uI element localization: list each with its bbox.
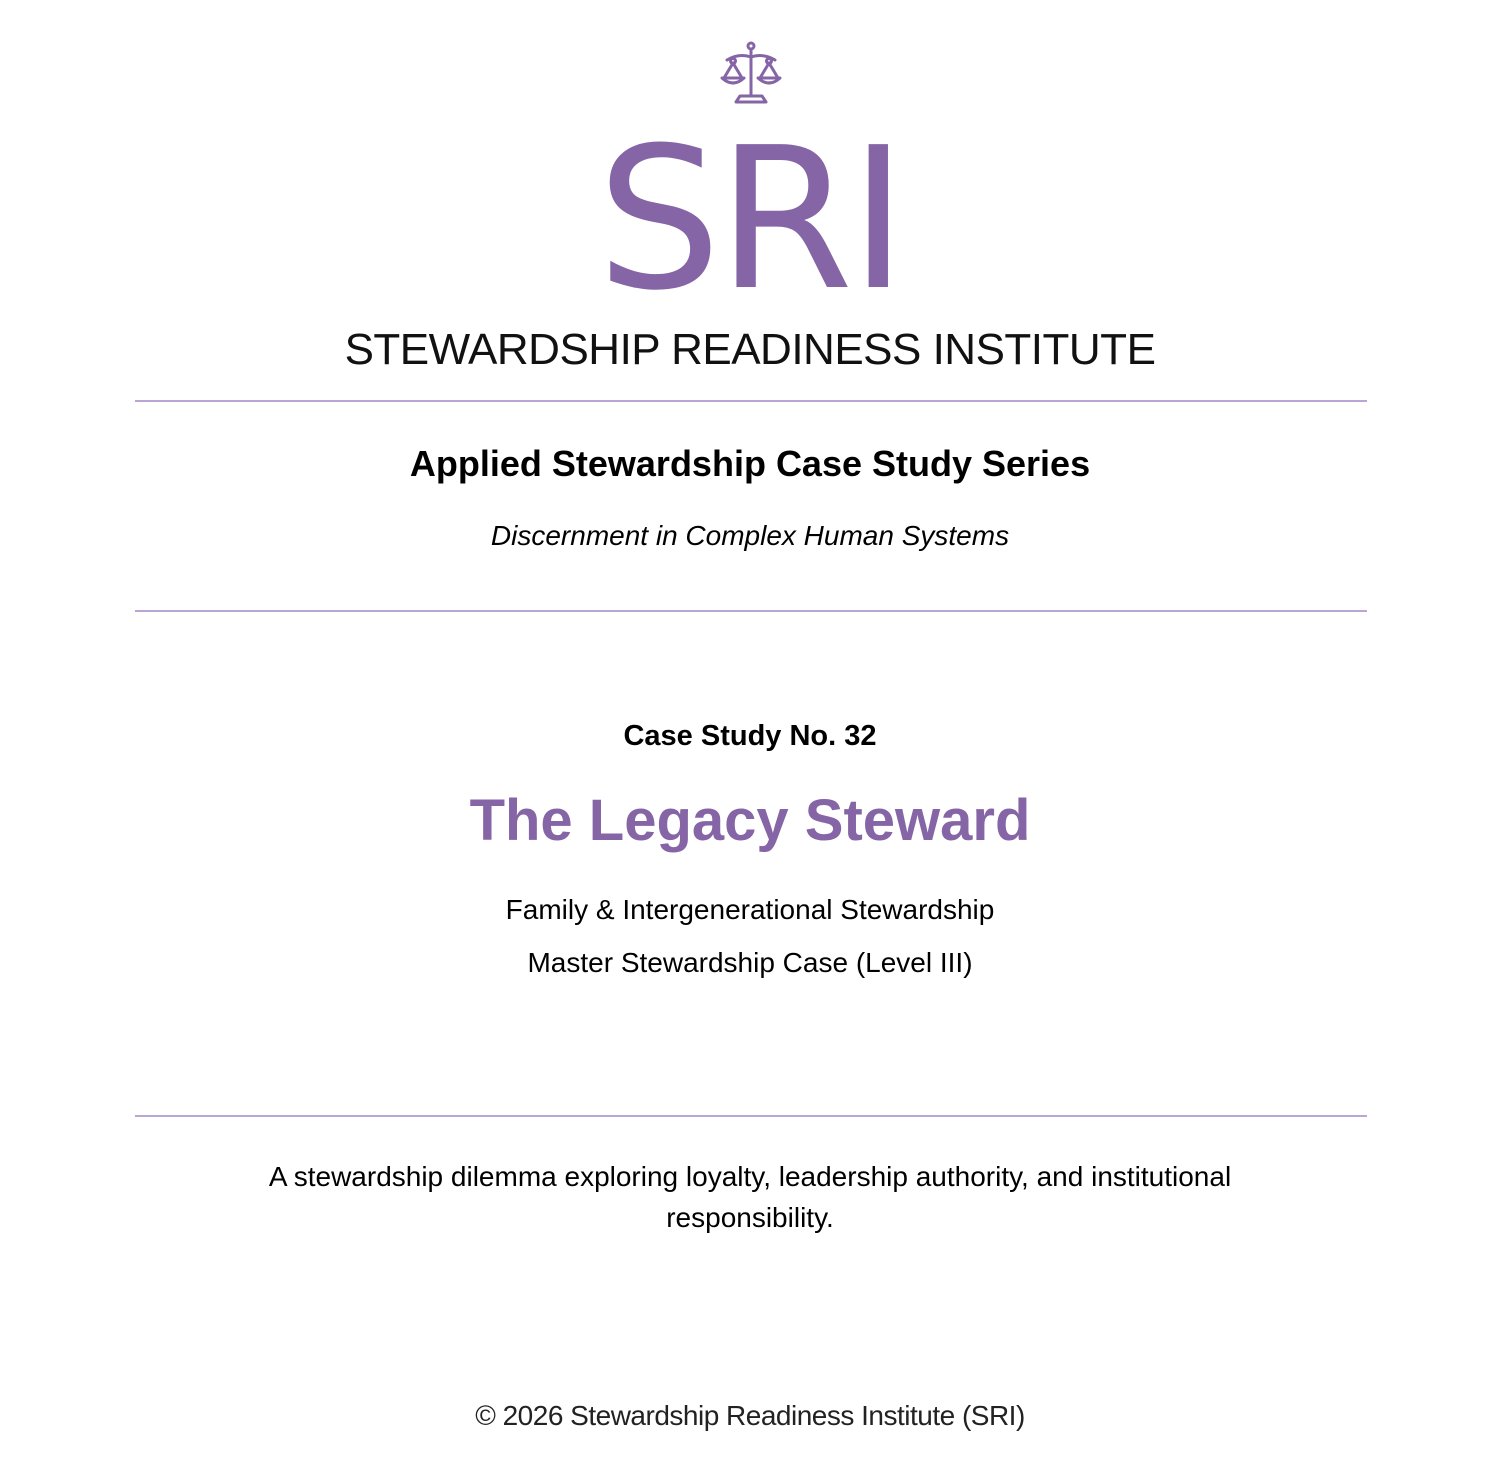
case-number: Case Study No. 32 (623, 720, 877, 752)
case-summary: A stewardship dilemma exploring loyalty, leadership authority, and institutional responsibility. (268, 1161, 1232, 1233)
institute-name: STEWARDSHIP READINESS INSTITUTE (344, 325, 1156, 374)
series-subtitle: Discernment in Complex Human Systems (490, 520, 1010, 551)
divider (135, 400, 1367, 402)
divider (135, 1115, 1367, 1117)
series-title: Applied Stewardship Case Study Series (409, 443, 1091, 484)
case-category: Family & Intergenerational Stewardship (505, 894, 995, 925)
scales-of-justice-icon (718, 40, 784, 106)
case-title: The Legacy Steward (469, 788, 1031, 853)
copyright-notice: © 2026 Stewardship Readiness Institute (SRI) (475, 1400, 1025, 1431)
institute-acronym: SRI (596, 106, 904, 334)
divider (135, 610, 1367, 612)
case-level: Master Stewardship Case (Level III) (527, 947, 973, 978)
